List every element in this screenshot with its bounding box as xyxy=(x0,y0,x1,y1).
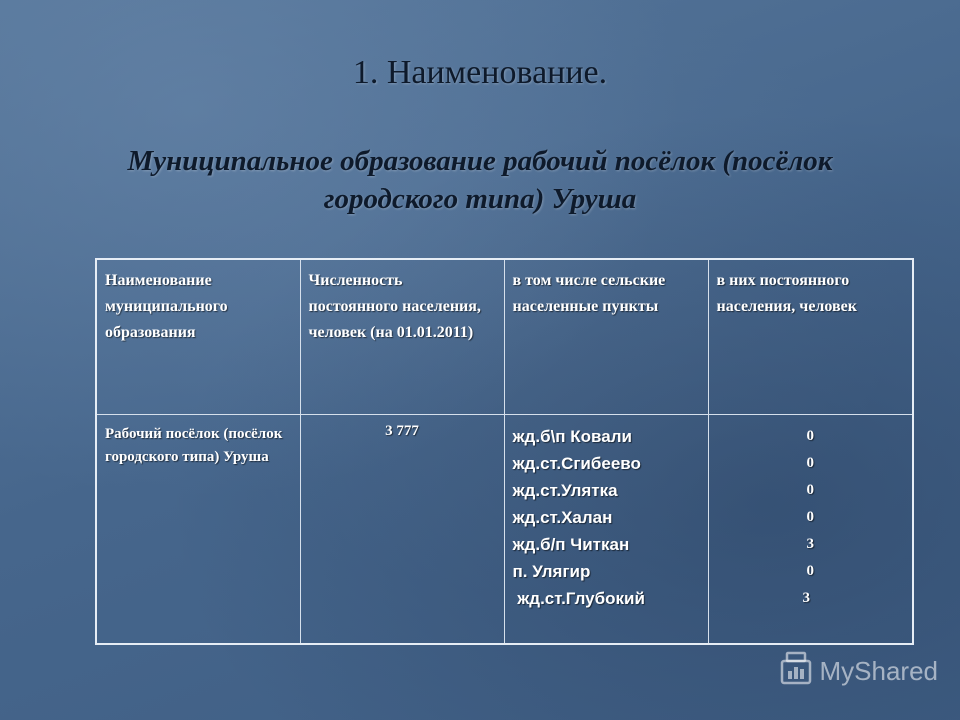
myshared-logo-icon xyxy=(778,651,814,692)
slide-subtitle: Муниципальное образование рабочий посёлок (посёлок городского типа) Уруша xyxy=(127,145,833,215)
cell-population: 3 777 xyxy=(300,415,504,645)
settlement-item: жд.б/п Читкан xyxy=(512,535,630,554)
watermark-text: MyShared xyxy=(819,656,938,686)
settlement-item: жд.ст.Улятка xyxy=(512,481,618,500)
table-row xyxy=(96,415,913,645)
settlement-item: жд.б\п Ковали xyxy=(512,427,632,446)
settlement-item: жд.ст.Сгибеево xyxy=(512,454,641,473)
settlement-population-item: 3 xyxy=(802,590,810,606)
settlement-population-item: 3 xyxy=(806,536,814,552)
cell-municipality: Рабочий посёлок (посёлок городского типа) Уруша xyxy=(96,415,300,645)
slide-title: 1. Наименование. xyxy=(352,54,608,91)
population-table xyxy=(95,258,914,645)
settlement-population-item: 0 xyxy=(806,482,814,498)
header-settlements: в том числе сельские населенные пункты xyxy=(504,259,708,415)
settlement-population-item: 0 xyxy=(806,455,814,471)
settlement-item: жд.ст.Глубокий xyxy=(512,589,645,608)
cell-settlements xyxy=(504,415,708,645)
settlement-item: п. Улягир xyxy=(512,562,591,581)
settlement-item: жд.ст.Халан xyxy=(512,508,613,527)
header-municipality: Наименование муниципального образования xyxy=(96,259,300,415)
table-header-row xyxy=(96,259,913,415)
settlement-population-item: 0 xyxy=(806,509,814,525)
header-settlement-population: в них постоянного населения, человек xyxy=(708,259,913,415)
myshared-watermark xyxy=(778,651,939,692)
cell-settlement-population xyxy=(708,415,913,645)
header-population: Численность постоянного населения, человек (на 01.01.2011) xyxy=(300,259,504,415)
settlement-population-item: 0 xyxy=(806,428,814,444)
settlement-population-item: 0 xyxy=(806,563,814,579)
